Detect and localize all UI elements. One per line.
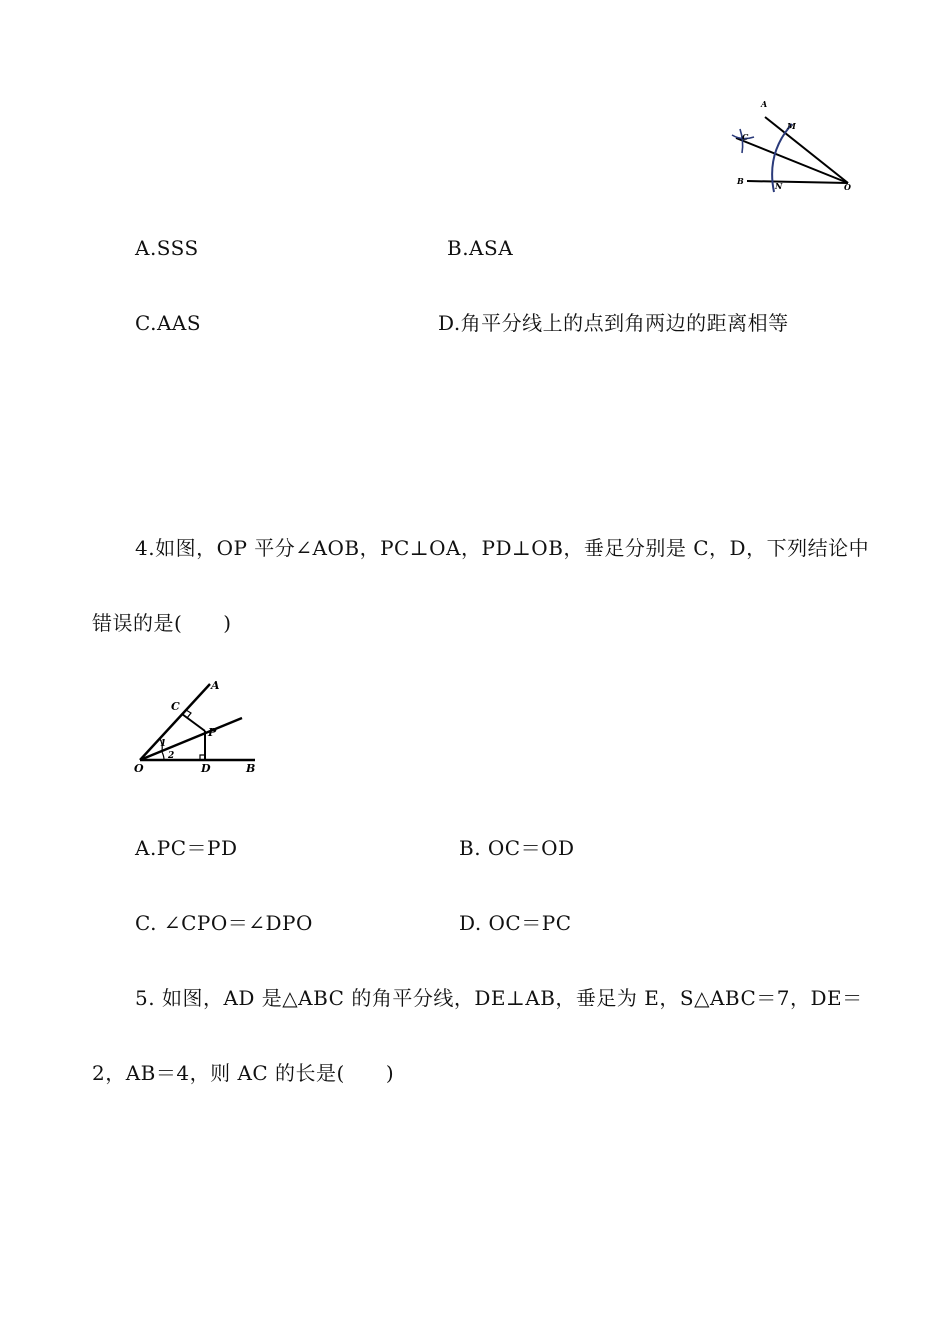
ray-oa [765, 117, 848, 183]
label-c: C [742, 132, 749, 142]
ray-oc [736, 138, 848, 183]
label-b: B [737, 176, 744, 186]
ray-op [140, 718, 242, 760]
label-c: C [171, 700, 180, 713]
q5-stem-line2: 2，AB＝4，则 AC 的长是( ) [92, 1061, 395, 1085]
label-a: A [211, 679, 220, 692]
ray-ob [747, 181, 848, 183]
segment-pc [182, 714, 205, 731]
label-d: D [201, 762, 211, 775]
q3-option-c: C.AAS [135, 311, 202, 335]
angle-arc-2 [162, 752, 164, 760]
q4-option-d: D. OC＝PC [459, 911, 572, 935]
label-m: M [787, 121, 796, 131]
q5-stem-line1: 5. 如图，AD 是△ABC 的角平分线，DE⊥AB，垂足为 E，S△ABC＝7，DE＝ [135, 986, 863, 1010]
label-1: 1 [160, 739, 167, 749]
q3-option-d: D.角平分线上的点到角两边的距离相等 [438, 311, 789, 335]
label-a: A [761, 99, 768, 109]
ray-oa [140, 684, 210, 760]
q3-figure [728, 95, 858, 195]
q3-option-a: A.SSS [135, 236, 199, 260]
q4-option-c: C. ∠CPO＝∠DPO [135, 911, 313, 935]
q4-stem-line1: 4.如图，OP 平分∠AOB，PC⊥OA，PD⊥OB，垂足分别是 C，D，下列结论中 [135, 536, 870, 560]
label-p: P [208, 726, 217, 739]
q4-stem-line2: 错误的是( ) [92, 611, 232, 635]
label-o: O [844, 182, 851, 192]
q3-option-b: B.ASA [447, 236, 514, 260]
label-2: 2 [168, 751, 175, 761]
q4-option-b: B. OC＝OD [459, 836, 575, 860]
label-b: B [246, 762, 256, 775]
q4-option-a: A.PC＝PD [135, 836, 238, 860]
q4-figure [130, 672, 265, 782]
label-n: N [775, 181, 783, 191]
label-o: O [134, 762, 144, 775]
